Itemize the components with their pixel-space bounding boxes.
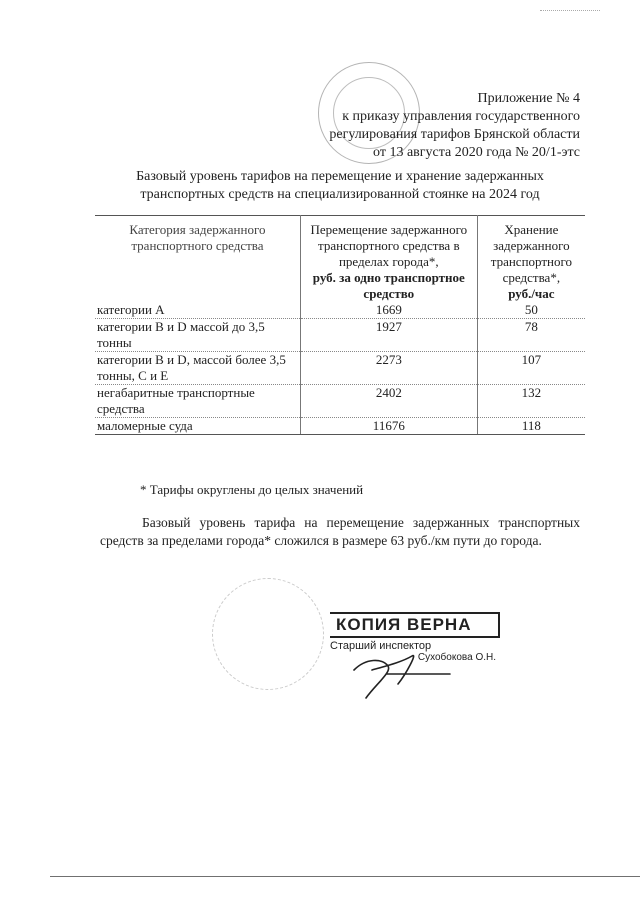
row-move-tariff: 11676 [300, 418, 477, 435]
row-category: категории В и D массой до 3,5 тонны [95, 319, 300, 352]
row-category: негабаритные транспортные средства [95, 385, 300, 418]
title-line-2: транспортных средств на специализированной стоянке на 2024 год [140, 187, 540, 202]
header-move [300, 216, 477, 303]
row-move-tariff: 1927 [300, 319, 477, 352]
row-store-tariff: 50 [477, 302, 585, 319]
handwritten-signature [346, 640, 456, 702]
header-move-unit: руб. за одно транспортное средство [312, 270, 465, 301]
header-move-text: Перемещение задержанного транспортного средства в пределах города*, [310, 222, 468, 269]
certify-name: Сухобокова О.Н. [417, 652, 496, 663]
title-line-1: Базовый уровень тарифов на перемещение и хранение задержанных [136, 169, 544, 184]
appendix-authority-line: регулирования тарифов Брянской области [329, 127, 580, 142]
table-row [95, 319, 585, 352]
row-category: категории В и D, массой более 3,5 тонны, С и Е [95, 352, 300, 385]
table-row [95, 385, 585, 418]
footnote: * Тарифы округлены до целых значений [140, 482, 364, 497]
appendix-order-line: к приказу управления государственного [342, 109, 580, 124]
certify-label: КОПИЯ ВЕРНА [330, 612, 500, 638]
table-row [95, 302, 585, 319]
header-store [477, 216, 585, 303]
appendix-header [329, 90, 580, 162]
row-category: категории А [95, 302, 300, 319]
row-move-tariff: 2402 [300, 385, 477, 418]
header-store-text: Хранение задержанного транспортного средства*, [490, 222, 573, 285]
row-store-tariff: 118 [477, 418, 585, 435]
header-category: Категория задержанного транспортного средства [95, 216, 300, 303]
row-store-tariff: 107 [477, 352, 585, 385]
tariff-table [95, 215, 585, 435]
seal-stamp-middle [212, 578, 324, 690]
table-row [95, 418, 585, 435]
document-title [120, 168, 560, 204]
header-store-unit: руб./час [508, 286, 555, 301]
appendix-number: Приложение № 4 [477, 91, 580, 106]
scan-artifact [540, 10, 600, 11]
scan-edge-line [50, 876, 640, 877]
row-move-tariff: 2273 [300, 352, 477, 385]
row-category: маломерные суда [95, 418, 300, 435]
row-store-tariff: 78 [477, 319, 585, 352]
row-move-tariff: 1669 [300, 302, 477, 319]
certify-role: Старший инспектор [330, 640, 432, 652]
table-row [95, 352, 585, 385]
body-paragraph: Базовый уровень тарифа на перемещение задержанных транспортных средств за пределами города* сложился в размере 63 руб./км пути до города. [100, 515, 580, 548]
appendix-date-line: от 13 августа 2020 года № 20/1-этс [373, 145, 580, 160]
table-header-row [95, 216, 585, 303]
row-store-tariff: 132 [477, 385, 585, 418]
